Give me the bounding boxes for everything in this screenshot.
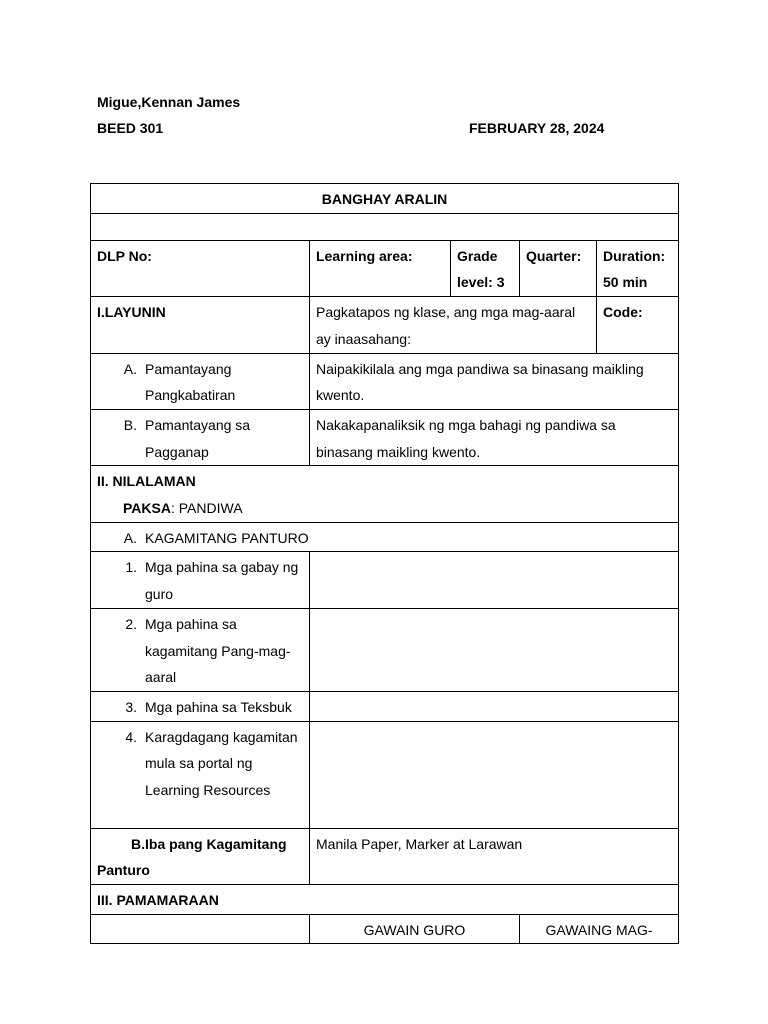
objective-b-label: Pamantayang sa Pagganap — [145, 416, 251, 460]
objective-b-letter: B. — [123, 416, 137, 433]
grade-level-label: Grade level: 3 — [451, 240, 520, 296]
list-item — [91, 608, 310, 691]
gawain-guro-header: GAWAIN GURO — [310, 914, 520, 944]
layunin-heading: I.LAYUNIN — [91, 297, 310, 353]
objective-a-text: Naipakikilala ang mga pandiwa sa binasang maikling kwento. — [310, 353, 679, 409]
item-label: Mga pahina sa Teksbuk — [145, 698, 292, 715]
paksa-value: : PANDIWA — [170, 500, 243, 517]
student-name: Migue,Kennan James — [97, 94, 241, 110]
kagamitan-label: KAGAMITANG PANTURO — [145, 529, 309, 546]
item-value — [310, 552, 679, 608]
table-title: BANGHAY ARALIN — [91, 184, 679, 214]
item-label: Mga pahina sa gabay ng guro — [145, 559, 299, 603]
item-number: 4. — [125, 728, 137, 745]
kagamitan-heading — [91, 522, 679, 552]
objective-a-label: Pamantayang Pangkabatiran — [145, 360, 236, 404]
kagamitan-letter: A. — [123, 529, 137, 546]
dlp-label: DLP No: — [91, 240, 310, 296]
duration-label: Duration: 50 min — [597, 240, 679, 296]
quarter-label: Quarter: — [520, 240, 597, 296]
list-item — [91, 552, 310, 608]
blank-row — [91, 213, 679, 240]
layunin-text: Pagkatapos ng klase, ang mga mag-aaral ay inaasahang: — [310, 297, 597, 353]
learning-area-label: Learning area: — [310, 240, 451, 296]
objective-a — [91, 353, 310, 409]
code-label: Code: — [597, 297, 679, 353]
item-number: 1. — [125, 559, 137, 576]
item-value — [310, 691, 679, 721]
objective-b-text: Nakakapanaliksik ng mga bahagi ng pandiwa sa binasang maikling kwento. — [310, 409, 679, 465]
item-number: 2. — [125, 615, 137, 632]
pamamaraan-heading: III. PAMAMARAAN — [91, 885, 679, 915]
objective-b — [91, 409, 310, 465]
iba-text: Manila Paper, Marker at Larawan — [310, 828, 679, 884]
item-label: Karagdagang kagamitan mula sa portal ng Learning Resources — [145, 728, 298, 799]
blank-cell — [91, 914, 310, 944]
item-number: 3. — [125, 698, 137, 715]
iba-label — [91, 828, 310, 884]
document-date: FEBRUARY 28, 2024 — [469, 120, 605, 136]
nilalaman-section — [91, 466, 679, 522]
list-item — [91, 691, 310, 721]
list-item — [91, 721, 310, 828]
nilalaman-heading: II. NILALAMAN — [97, 473, 196, 490]
course-code: BEED 301 — [97, 120, 164, 136]
gawaing-mag-header: GAWAING MAG- — [520, 914, 679, 944]
item-value — [310, 721, 679, 828]
iba-label-text: B.Iba pang Kagamitang Panturo — [97, 835, 287, 879]
lesson-plan-table — [90, 183, 679, 944]
paksa-line — [97, 495, 672, 522]
paksa-label: PAKSA — [123, 500, 171, 517]
item-value — [310, 608, 679, 691]
item-label: Mga pahina sa kagamitang Pang-mag-aaral — [145, 615, 291, 686]
objective-a-letter: A. — [123, 360, 137, 377]
